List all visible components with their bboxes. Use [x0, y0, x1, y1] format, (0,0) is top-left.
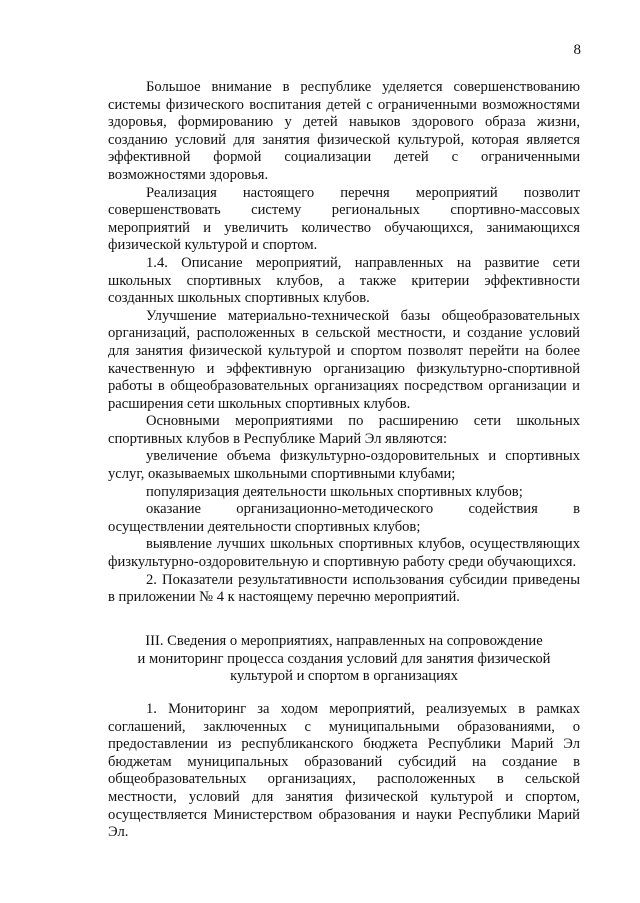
page-number: 8 [573, 42, 581, 58]
section-heading-line-3: культурой и спортом в организациях [230, 668, 458, 685]
list-item-increase-volume: увеличение объема физкультурно-оздоровительных и спортивных услуг, оказываемых школьными спортивными клубами; [108, 448, 580, 483]
paragraph-main-measures: Основными мероприятиями по расширению сети школьных спортивных клубов в Республике Марий Эл являются: [108, 413, 580, 447]
paragraph-1-4-description: 1.4. Описание мероприятий, направленных на развитие сети школьных спортивных клубов, а также критерии эффективности созданных школьных спортивных клубов. [108, 254, 580, 307]
paragraph-monitoring: 1. Мониторинг за ходом мероприятий, реализуемых в рамках соглашений, заключенных с муниципальными образованиями, о предоставлении из республиканского бюджета Республики Марий Эл бюджетам муниципальных образований субсидий на создание в общеобразовательных организациях, расположенных в сельской местности, условий для занятия физической культурой и спортом, осуществляется Министерством образования и науки Республики Марий Эл. [108, 701, 580, 841]
section-heading-line-2: и мониторинг процесса создания условий для занятия физической [137, 650, 551, 667]
paragraph-material-base: Улучшение материально-технической базы общеобразовательных организаций, расположенных в сельской местности, и создание условий для занятия физической культурой и спортом позволят перейти на более качественную и эффективную организацию физкультурно-спортивной работы в общеобразовательных организациях посредством организации и расширения сети школьных спортивных клубов. [108, 307, 580, 412]
section-text-block [108, 701, 580, 842]
list-item-popularization: популяризация деятельности школьных спортивных клубов; [146, 483, 523, 500]
paragraph-indicators: 2. Показатели результативности использования субсидии приведены в приложении № 4 к настоящему перечню мероприятий. [108, 571, 580, 606]
list-item-best-clubs: выявление лучших школьных спортивных клубов, осуществляющих физкультурно-оздоровительную и спортивную работу среди обучающихся. [108, 536, 580, 571]
main-text-block [108, 79, 580, 607]
paragraph-realization: Реализация настоящего перечня мероприятий позволит совершенствовать систему региональных спортивно-массовых мероприятий и увеличить количество обучающихся, занимающихся физической культурой и спортом. [108, 184, 580, 254]
list-item-methodical-support: оказание организационно-методического содействия в осуществлении деятельности спортивных клубов; [108, 501, 580, 535]
paragraph-intro: Большое внимание в республике уделяется совершенствованию системы физического воспитания детей с ограниченными возможностями здоровья, формированию у детей навыков здорового образа жизни, созданию условий для занятия физической культурой, которая является эффективной формой социализации детей с ограниченными возможностями здоровья. [108, 79, 580, 183]
section-heading [108, 633, 580, 686]
section-heading-line-1: III. Сведения о мероприятиях, направленных на сопровождение [145, 633, 543, 649]
